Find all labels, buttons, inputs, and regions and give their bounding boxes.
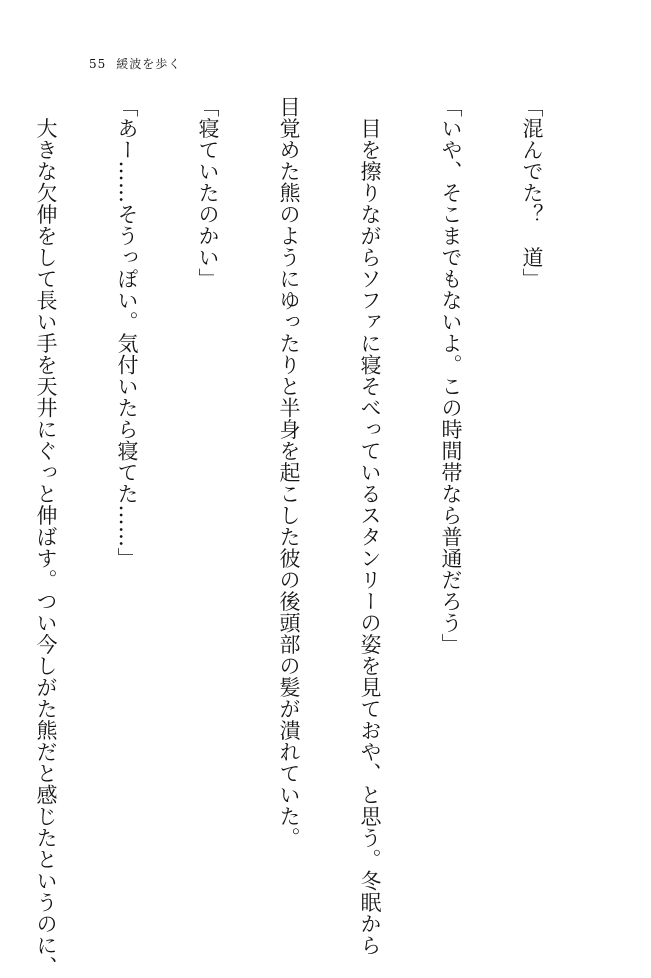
text-line: 大きな欠伸をして長い手を天井にぐっと伸ばす。つい今しがた熊だと感じたというのに、 bbox=[34, 96, 58, 978]
body-text bbox=[0, 96, 599, 978]
chapter-title: 緩波を歩く bbox=[116, 57, 182, 71]
text-line: 「寝ていたのかい」 bbox=[196, 96, 220, 290]
running-head bbox=[89, 55, 181, 72]
text-line: 目覚めた熊のようにゆったりと半身を起こした彼の後頭部の髪が潰れていた。 bbox=[277, 96, 301, 849]
text-line: 「いや、そこまでもないよ。この時間帯なら普通だろう」 bbox=[439, 96, 463, 655]
page-number: 55 bbox=[89, 57, 107, 71]
text-line: 目を擦りながらソファに寝そべっているスタンリーの姿を見ておや、と思う。冬眠から bbox=[358, 96, 382, 956]
text-line: 「混んでた？ 道」 bbox=[520, 96, 544, 290]
text-line: 「あー……そうっぽい。気付いたら寝てた……」 bbox=[115, 96, 139, 569]
